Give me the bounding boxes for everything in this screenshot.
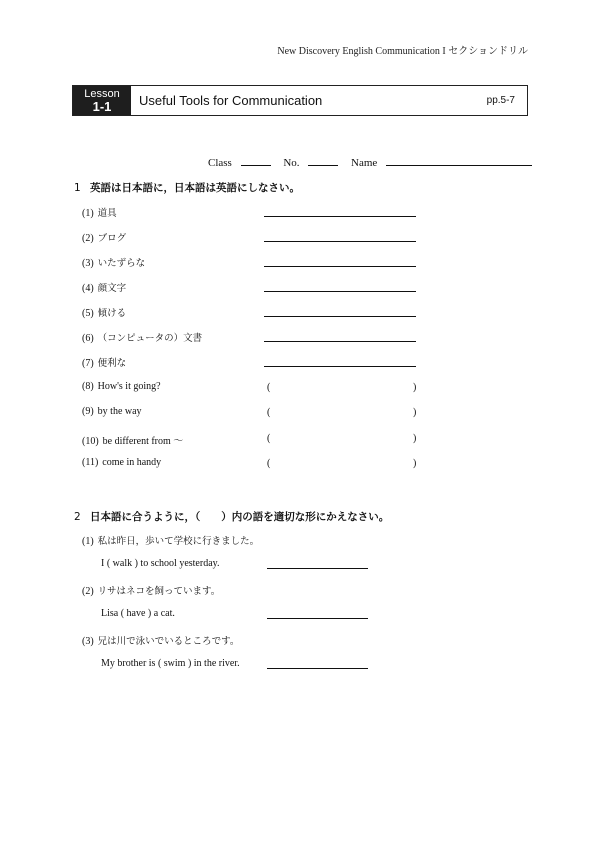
item-text: 道具 xyxy=(97,208,117,219)
list-item xyxy=(82,355,432,371)
list-item xyxy=(82,633,239,647)
lesson-word: Lesson xyxy=(84,88,120,100)
answer-paren-close: ) xyxy=(413,382,417,393)
student-info-line xyxy=(208,154,538,169)
list-item xyxy=(82,457,432,473)
item-number: (6) xyxy=(82,333,94,344)
answer-paren-close: ) xyxy=(413,458,417,469)
list-item xyxy=(82,280,432,296)
answer-paren-close: ) xyxy=(413,433,417,444)
name-label: Name xyxy=(351,157,378,169)
answer-paren-open: ( xyxy=(267,382,271,393)
list-item xyxy=(82,583,220,597)
name-field[interactable] xyxy=(386,154,532,166)
no-field[interactable] xyxy=(308,154,338,166)
lesson-number: 1-1 xyxy=(92,99,112,114)
item-text: ブログ xyxy=(97,233,127,244)
item-number: (8) xyxy=(82,381,94,392)
item-english: I ( walk ) to school yesterday. xyxy=(101,558,220,569)
class-field[interactable] xyxy=(241,154,271,166)
section2-number: 2 xyxy=(74,511,81,523)
answer-paren-open: ( xyxy=(267,407,271,418)
item-number: (1) xyxy=(82,208,94,219)
list-item xyxy=(82,381,432,397)
answer-line[interactable] xyxy=(264,291,416,292)
section2-instruction: 日本語に合うように，（ ）内の語を適切な形にかえなさい。 xyxy=(90,511,390,523)
item-text: come in handy xyxy=(102,457,162,468)
answer-line[interactable] xyxy=(267,618,368,619)
answer-line[interactable] xyxy=(264,366,416,367)
answer-paren-open: ( xyxy=(267,433,271,444)
item-number: (1) xyxy=(82,536,94,547)
list-item xyxy=(82,205,432,221)
section2-heading xyxy=(74,509,389,524)
header-note: New Discovery English Communication I セクションドリル xyxy=(277,46,528,57)
item-english: My brother is ( swim ) in the river. xyxy=(101,658,240,669)
item-text: 傾ける xyxy=(97,308,127,319)
answer-line[interactable] xyxy=(264,241,416,242)
list-item xyxy=(82,305,432,321)
list-item xyxy=(82,432,432,448)
item-number: (2) xyxy=(82,586,94,597)
item-text: （コンピュータの）文書 xyxy=(97,333,203,344)
lesson-title: Useful Tools for Communication xyxy=(139,93,323,108)
lesson-tag xyxy=(73,86,131,115)
item-text: be different from 〜 xyxy=(102,436,184,447)
list-item xyxy=(82,230,432,246)
answer-line[interactable] xyxy=(264,266,416,267)
answer-line[interactable] xyxy=(264,216,416,217)
item-text: How's it going? xyxy=(97,381,161,392)
item-number: (11) xyxy=(82,457,99,468)
item-number: (10) xyxy=(82,436,99,447)
section1-instruction: 英語は日本語に，日本語は英語にしなさい。 xyxy=(90,182,300,194)
item-text: 便利な xyxy=(97,358,127,369)
item-number: (3) xyxy=(82,258,94,269)
item-japanese: 私は昨日，歩いて学校に行きました。 xyxy=(97,536,260,547)
answer-paren-open: ( xyxy=(267,458,271,469)
item-text: by the way xyxy=(97,406,142,417)
item-number: (9) xyxy=(82,406,94,417)
answer-line[interactable] xyxy=(267,568,368,569)
answer-paren-close: ) xyxy=(413,407,417,418)
item-number: (3) xyxy=(82,636,94,647)
item-number: (4) xyxy=(82,283,94,294)
no-label: No. xyxy=(283,157,300,169)
item-number: (5) xyxy=(82,308,94,319)
section1-heading xyxy=(74,180,300,195)
class-label: Class xyxy=(208,157,232,169)
item-text: いたずらな xyxy=(97,258,146,269)
section1-number: 1 xyxy=(74,182,81,194)
lesson-pages: pp.5-7 xyxy=(486,95,515,106)
list-item xyxy=(82,255,432,271)
item-japanese: リサはネコを飼っています。 xyxy=(97,586,221,597)
answer-line[interactable] xyxy=(267,668,368,669)
item-japanese: 兄は川で泳いでいるところです。 xyxy=(97,636,240,647)
lesson-banner xyxy=(72,85,528,116)
item-text: 顔文字 xyxy=(97,283,127,294)
item-number: (2) xyxy=(82,233,94,244)
item-number: (7) xyxy=(82,358,94,369)
answer-line[interactable] xyxy=(264,316,416,317)
list-item xyxy=(82,330,432,346)
answer-line[interactable] xyxy=(264,341,416,342)
item-english: Lisa ( have ) a cat. xyxy=(101,608,175,619)
list-item xyxy=(82,533,259,547)
list-item xyxy=(82,406,432,422)
